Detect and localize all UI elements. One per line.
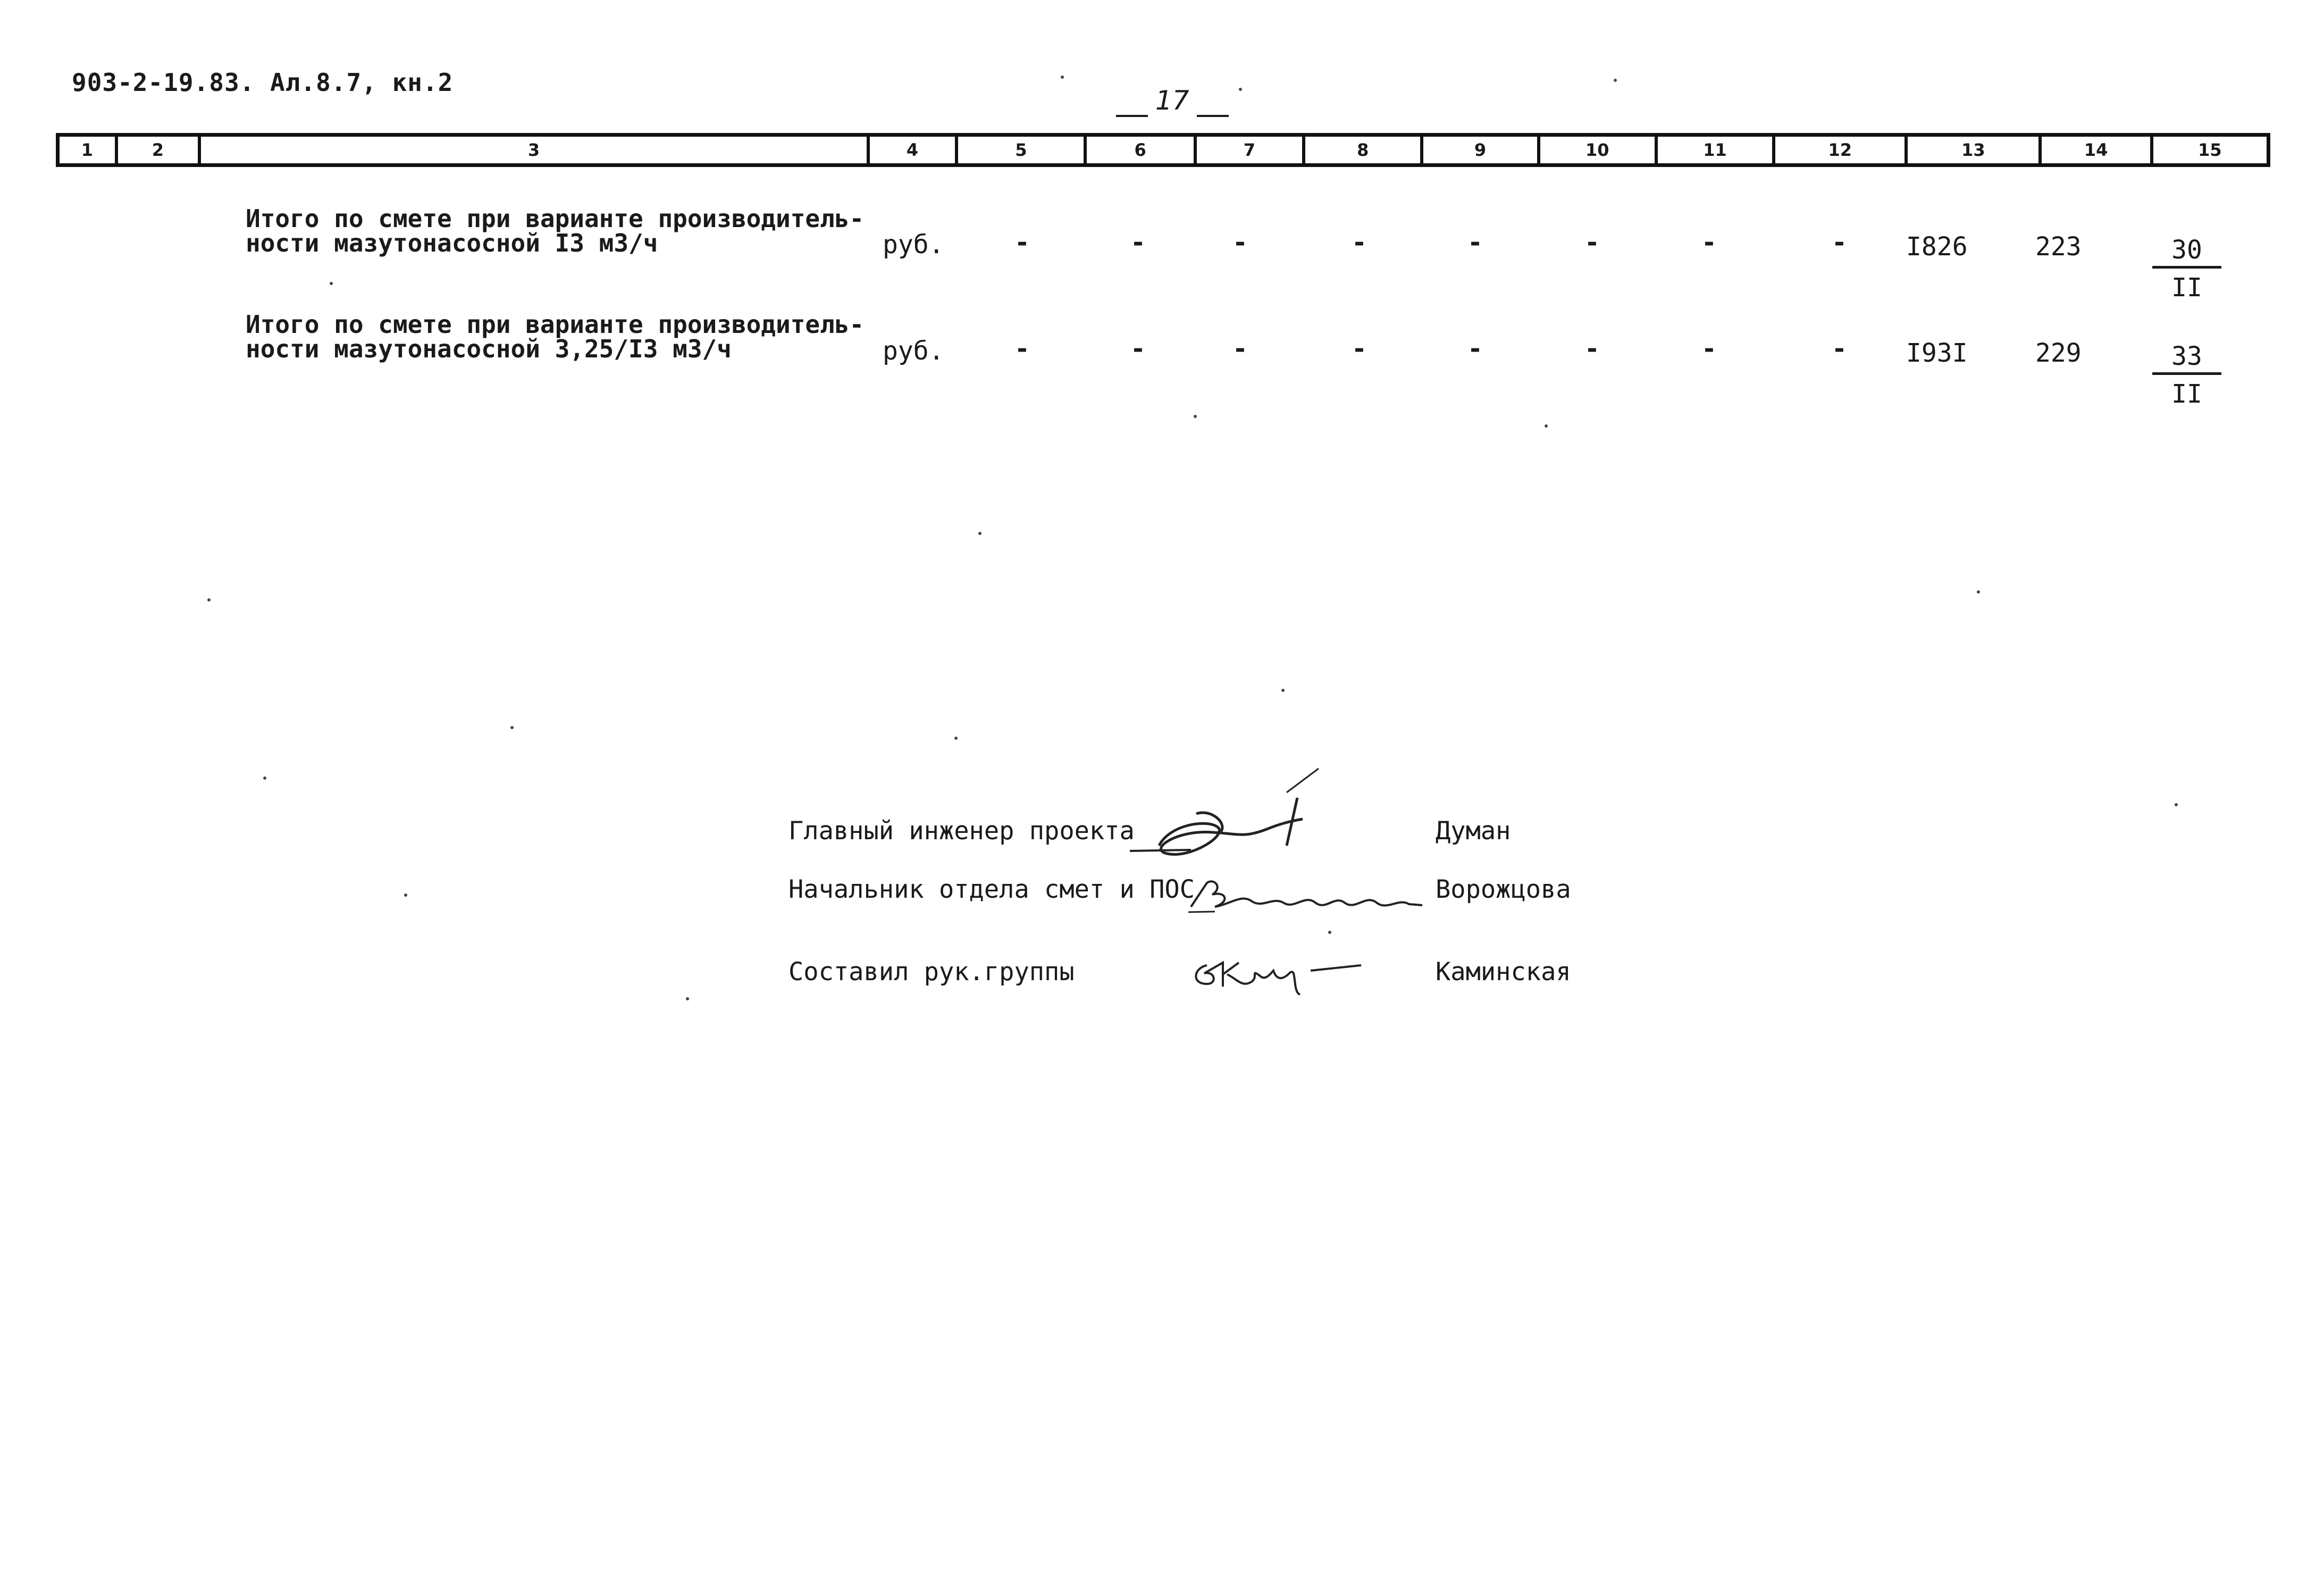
column-number-strip bbox=[56, 133, 2270, 167]
fraction-numerator: 30 bbox=[2152, 235, 2221, 269]
column-number: 3 bbox=[201, 137, 870, 163]
scan-speck bbox=[1977, 590, 1980, 594]
scan-speck bbox=[2175, 803, 2178, 806]
fraction-denominator: II bbox=[2171, 379, 2202, 409]
empty-value-dash: - bbox=[1701, 228, 1717, 257]
empty-value-dash: - bbox=[1232, 228, 1248, 257]
column-number: 11 bbox=[1658, 137, 1775, 163]
column-number: 15 bbox=[2198, 140, 2222, 160]
signature-name-chief-engineer: Думан bbox=[1436, 816, 1511, 846]
page-number: 17 bbox=[1109, 85, 1236, 117]
scan-speck bbox=[404, 893, 407, 897]
scan-speck bbox=[978, 532, 981, 535]
scan-speck bbox=[1061, 76, 1064, 79]
row-description bbox=[246, 206, 864, 255]
scan-speck bbox=[510, 726, 514, 729]
empty-value-dash: - bbox=[1584, 228, 1600, 257]
total-value-col13: I93I bbox=[1906, 338, 1968, 368]
fraction-denominator: II bbox=[2171, 273, 2202, 303]
column-number: 10 bbox=[1540, 137, 1658, 163]
column-number: 1 bbox=[60, 137, 118, 163]
column-number: 8 bbox=[1305, 137, 1423, 163]
scan-speck bbox=[686, 997, 689, 1000]
empty-value-dash: - bbox=[1832, 334, 1847, 364]
empty-value-dash: - bbox=[1584, 334, 1600, 364]
scan-speck bbox=[1614, 79, 1617, 82]
column-number: 14 bbox=[2042, 137, 2153, 163]
row-description bbox=[246, 312, 864, 361]
column-number: 2 bbox=[118, 137, 201, 163]
empty-value-dash: - bbox=[1014, 228, 1030, 257]
signature-chief-engineer bbox=[1127, 766, 1350, 867]
signature-name-department-head: Ворожцова bbox=[1436, 875, 1571, 904]
total-value-col14: 223 bbox=[2035, 232, 2082, 262]
signature-group-leader bbox=[1186, 941, 1377, 1000]
scan-speck bbox=[1281, 689, 1285, 692]
total-value-col15-fraction bbox=[2152, 341, 2221, 409]
column-number: 7 bbox=[1197, 137, 1305, 163]
row-description-line: Итого по смете при варианте производитель- bbox=[246, 310, 865, 339]
signature-role-department-head: Начальник отдела смет и ПОС bbox=[788, 875, 1195, 904]
scan-speck bbox=[1194, 415, 1197, 418]
column-number: 9 bbox=[1423, 137, 1540, 163]
signature-role-chief-engineer: Главный инженер проекта bbox=[788, 816, 1135, 846]
scan-speck bbox=[1545, 424, 1548, 428]
row-description-line: Итого по смете при варианте производитель- bbox=[246, 204, 865, 233]
signature-department-head bbox=[1183, 872, 1428, 920]
empty-value-dash: - bbox=[1232, 334, 1248, 364]
total-value-col13: I826 bbox=[1906, 232, 1968, 262]
fraction-numerator: 33 bbox=[2152, 341, 2221, 375]
unit-label: руб. bbox=[883, 230, 944, 260]
empty-value-dash: - bbox=[1130, 334, 1146, 364]
signature-name-group-leader: Каминская bbox=[1436, 957, 1571, 987]
empty-value-dash: - bbox=[1130, 228, 1146, 257]
empty-value-dash: - bbox=[1014, 334, 1030, 364]
column-number: 4 bbox=[870, 137, 958, 163]
total-value-col14: 229 bbox=[2035, 338, 2082, 368]
empty-value-dash: - bbox=[1352, 334, 1367, 364]
row-description-line: ности мазутонасосной I3 м3/ч bbox=[246, 229, 658, 257]
empty-value-dash: - bbox=[1467, 228, 1483, 257]
scan-speck bbox=[207, 598, 211, 602]
empty-value-dash: - bbox=[1467, 334, 1483, 364]
scan-speck bbox=[1239, 88, 1242, 91]
column-number: 12 bbox=[1775, 137, 1908, 163]
empty-value-dash: - bbox=[1701, 334, 1717, 364]
column-number: 13 bbox=[1908, 137, 2042, 163]
empty-value-dash: - bbox=[1352, 228, 1367, 257]
signature-role-group-leader: Составил рук.группы bbox=[788, 957, 1075, 987]
scan-speck bbox=[954, 737, 958, 740]
scan-speck bbox=[1328, 931, 1331, 934]
total-value-col15-fraction bbox=[2152, 235, 2221, 303]
column-number: 6 bbox=[1087, 137, 1196, 163]
document-code: 903-2-19.83. Ал.8.7, кн.2 bbox=[72, 68, 454, 97]
column-number: 5 bbox=[958, 137, 1087, 163]
row-description-line: ности мазутонасосной 3,25/I3 м3/ч bbox=[246, 335, 732, 363]
unit-label: руб. bbox=[883, 336, 944, 366]
scan-speck bbox=[263, 776, 266, 780]
scan-speck bbox=[330, 282, 333, 285]
empty-value-dash: - bbox=[1832, 228, 1847, 257]
